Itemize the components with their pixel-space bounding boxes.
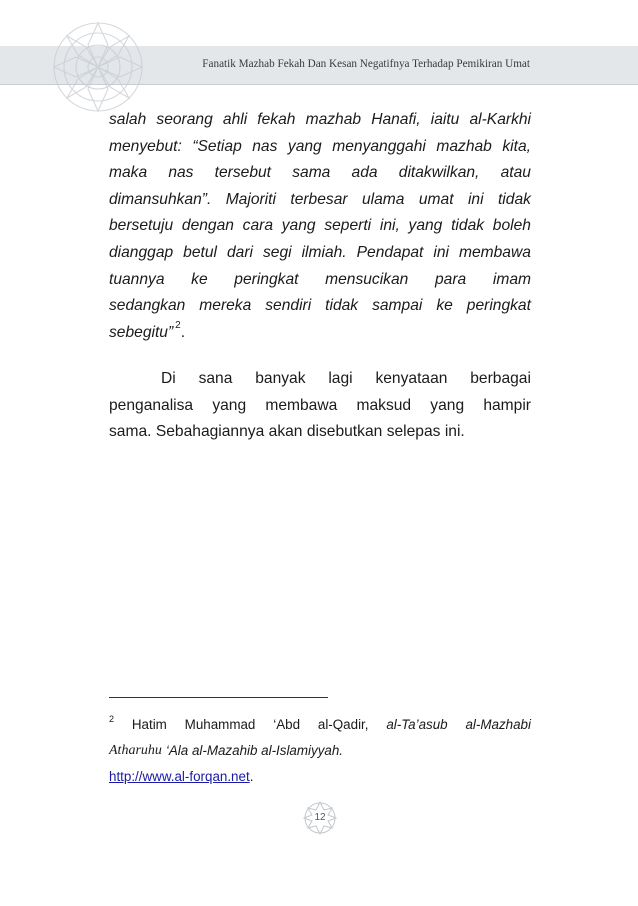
word: ini. <box>444 423 465 441</box>
word: ahli <box>222 111 248 128</box>
word: mazhab <box>305 111 362 128</box>
word: ini <box>467 190 484 208</box>
text-line <box>109 393 531 420</box>
word: sana <box>198 370 233 387</box>
footnote-reference[interactable]: 2 <box>175 319 181 331</box>
word: seorang <box>156 111 213 128</box>
word: dari <box>226 243 253 261</box>
page-number-badge <box>302 800 338 836</box>
word: Majoriti <box>225 190 276 208</box>
word: Di <box>161 370 176 387</box>
word: al-Qadir, <box>317 717 369 732</box>
word: menyebut: <box>109 137 182 155</box>
word: nas <box>168 164 194 182</box>
word: atau <box>500 164 531 182</box>
word: membawa <box>265 396 338 414</box>
word: banyak <box>255 370 306 387</box>
main-text <box>109 107 531 346</box>
text-line <box>109 293 531 320</box>
word: menyanggahi <box>332 137 426 155</box>
footnote-number: 2 <box>109 714 115 724</box>
word: Pendapat <box>356 243 424 261</box>
word: nas <box>252 137 278 155</box>
word: ini, <box>379 217 400 235</box>
word: yang <box>408 217 443 235</box>
footnote-line-3 <box>109 764 531 790</box>
footnote-link[interactable]: http://www.al-forqan.net <box>109 769 250 784</box>
word: mensucikan <box>325 270 409 288</box>
page-number: 12 <box>314 812 326 823</box>
word: boleh <box>492 217 531 235</box>
word: Hatim <box>131 717 167 732</box>
word: lagi <box>328 370 353 387</box>
word: bersetuju <box>109 217 174 235</box>
word: sama. <box>109 423 152 441</box>
paragraph-2 <box>109 366 531 446</box>
footnote-title-rest: ‘Ala al-Mazahib al-Islamiyyah. <box>165 743 344 758</box>
word: ilmiah. <box>301 243 347 261</box>
footnote <box>109 712 531 790</box>
footnote-line-1 <box>109 712 531 738</box>
word: yang <box>212 396 247 414</box>
word: yang <box>287 137 322 155</box>
word: Hanafi, <box>371 111 421 128</box>
word: Muhammad <box>184 717 256 732</box>
word: disebutkan <box>306 423 383 441</box>
word: sampai <box>372 297 423 315</box>
word: dianggap <box>109 243 174 261</box>
word: tidak <box>325 297 359 315</box>
word: selepas <box>386 423 441 441</box>
word: dengan <box>181 217 234 235</box>
word: para <box>434 270 467 288</box>
footnote-title-prefix: Atharuhu <box>109 743 162 758</box>
text-line <box>109 134 531 161</box>
word: umat <box>418 190 454 208</box>
word: yang <box>430 396 465 414</box>
word: tidak <box>497 190 531 208</box>
word: tidak <box>451 217 485 235</box>
text-line <box>109 419 531 446</box>
word: ulama <box>361 190 405 208</box>
word: ke <box>191 270 208 288</box>
title-word: al-Mazhabi <box>465 717 531 732</box>
word: ‘Abd <box>273 717 301 732</box>
word: ditakwilkan, <box>398 164 480 182</box>
word: peringkat <box>234 270 299 288</box>
quote-end: sebegitu” <box>109 323 174 341</box>
sentence-end: . <box>180 323 186 341</box>
word: ada <box>351 164 378 182</box>
word: cara <box>242 217 274 235</box>
text-line <box>109 187 531 214</box>
text-line <box>109 160 531 187</box>
word: salah <box>109 111 147 128</box>
word: seperti <box>324 217 372 235</box>
word: ke <box>436 297 453 315</box>
word: sedangkan <box>109 297 186 315</box>
word: imam <box>492 270 531 288</box>
word: kita, <box>502 137 531 155</box>
word: akan <box>268 423 303 441</box>
text-line <box>109 107 531 134</box>
footnote-separator <box>109 697 328 698</box>
footnote-line-2 <box>109 738 531 764</box>
word: dimansuhkan”. <box>109 190 212 208</box>
word: betul <box>183 243 217 261</box>
word: tersebut <box>214 164 272 182</box>
running-header-title: Fanatik Mazhab Fekah Dan Kesan Negatifnya Terhadap Pemikiran Umat <box>202 58 530 70</box>
word: fekah <box>257 111 296 128</box>
word: mazhab <box>436 137 492 155</box>
word: membawa <box>458 243 531 261</box>
word: tuannya <box>109 270 165 288</box>
word: ini <box>433 243 449 261</box>
footnote-link-end: . <box>249 769 254 784</box>
word: sama <box>292 164 331 182</box>
word: al-Karkhi <box>469 111 531 128</box>
word: terbesar <box>290 190 348 208</box>
word: Sebahagiannya <box>155 423 265 441</box>
word: yang <box>281 217 316 235</box>
word: berbagai <box>470 370 531 387</box>
word: peringkat <box>466 297 531 315</box>
word: sendiri <box>265 297 312 315</box>
text-line <box>109 366 531 393</box>
word: penganalisa <box>109 396 194 414</box>
word: segi <box>262 243 292 261</box>
text-line <box>109 213 531 240</box>
word: maka <box>109 164 148 182</box>
word: mereka <box>199 297 252 315</box>
text-line <box>109 240 531 267</box>
title-word: al-Ta’asub <box>386 717 448 732</box>
text-line <box>109 267 531 294</box>
word: maksud <box>356 396 412 414</box>
text-line <box>109 320 531 347</box>
word: kenyataan <box>375 370 448 387</box>
word: hampir <box>483 396 531 414</box>
word: iaitu <box>430 111 460 128</box>
word: “Setiap <box>192 137 242 155</box>
